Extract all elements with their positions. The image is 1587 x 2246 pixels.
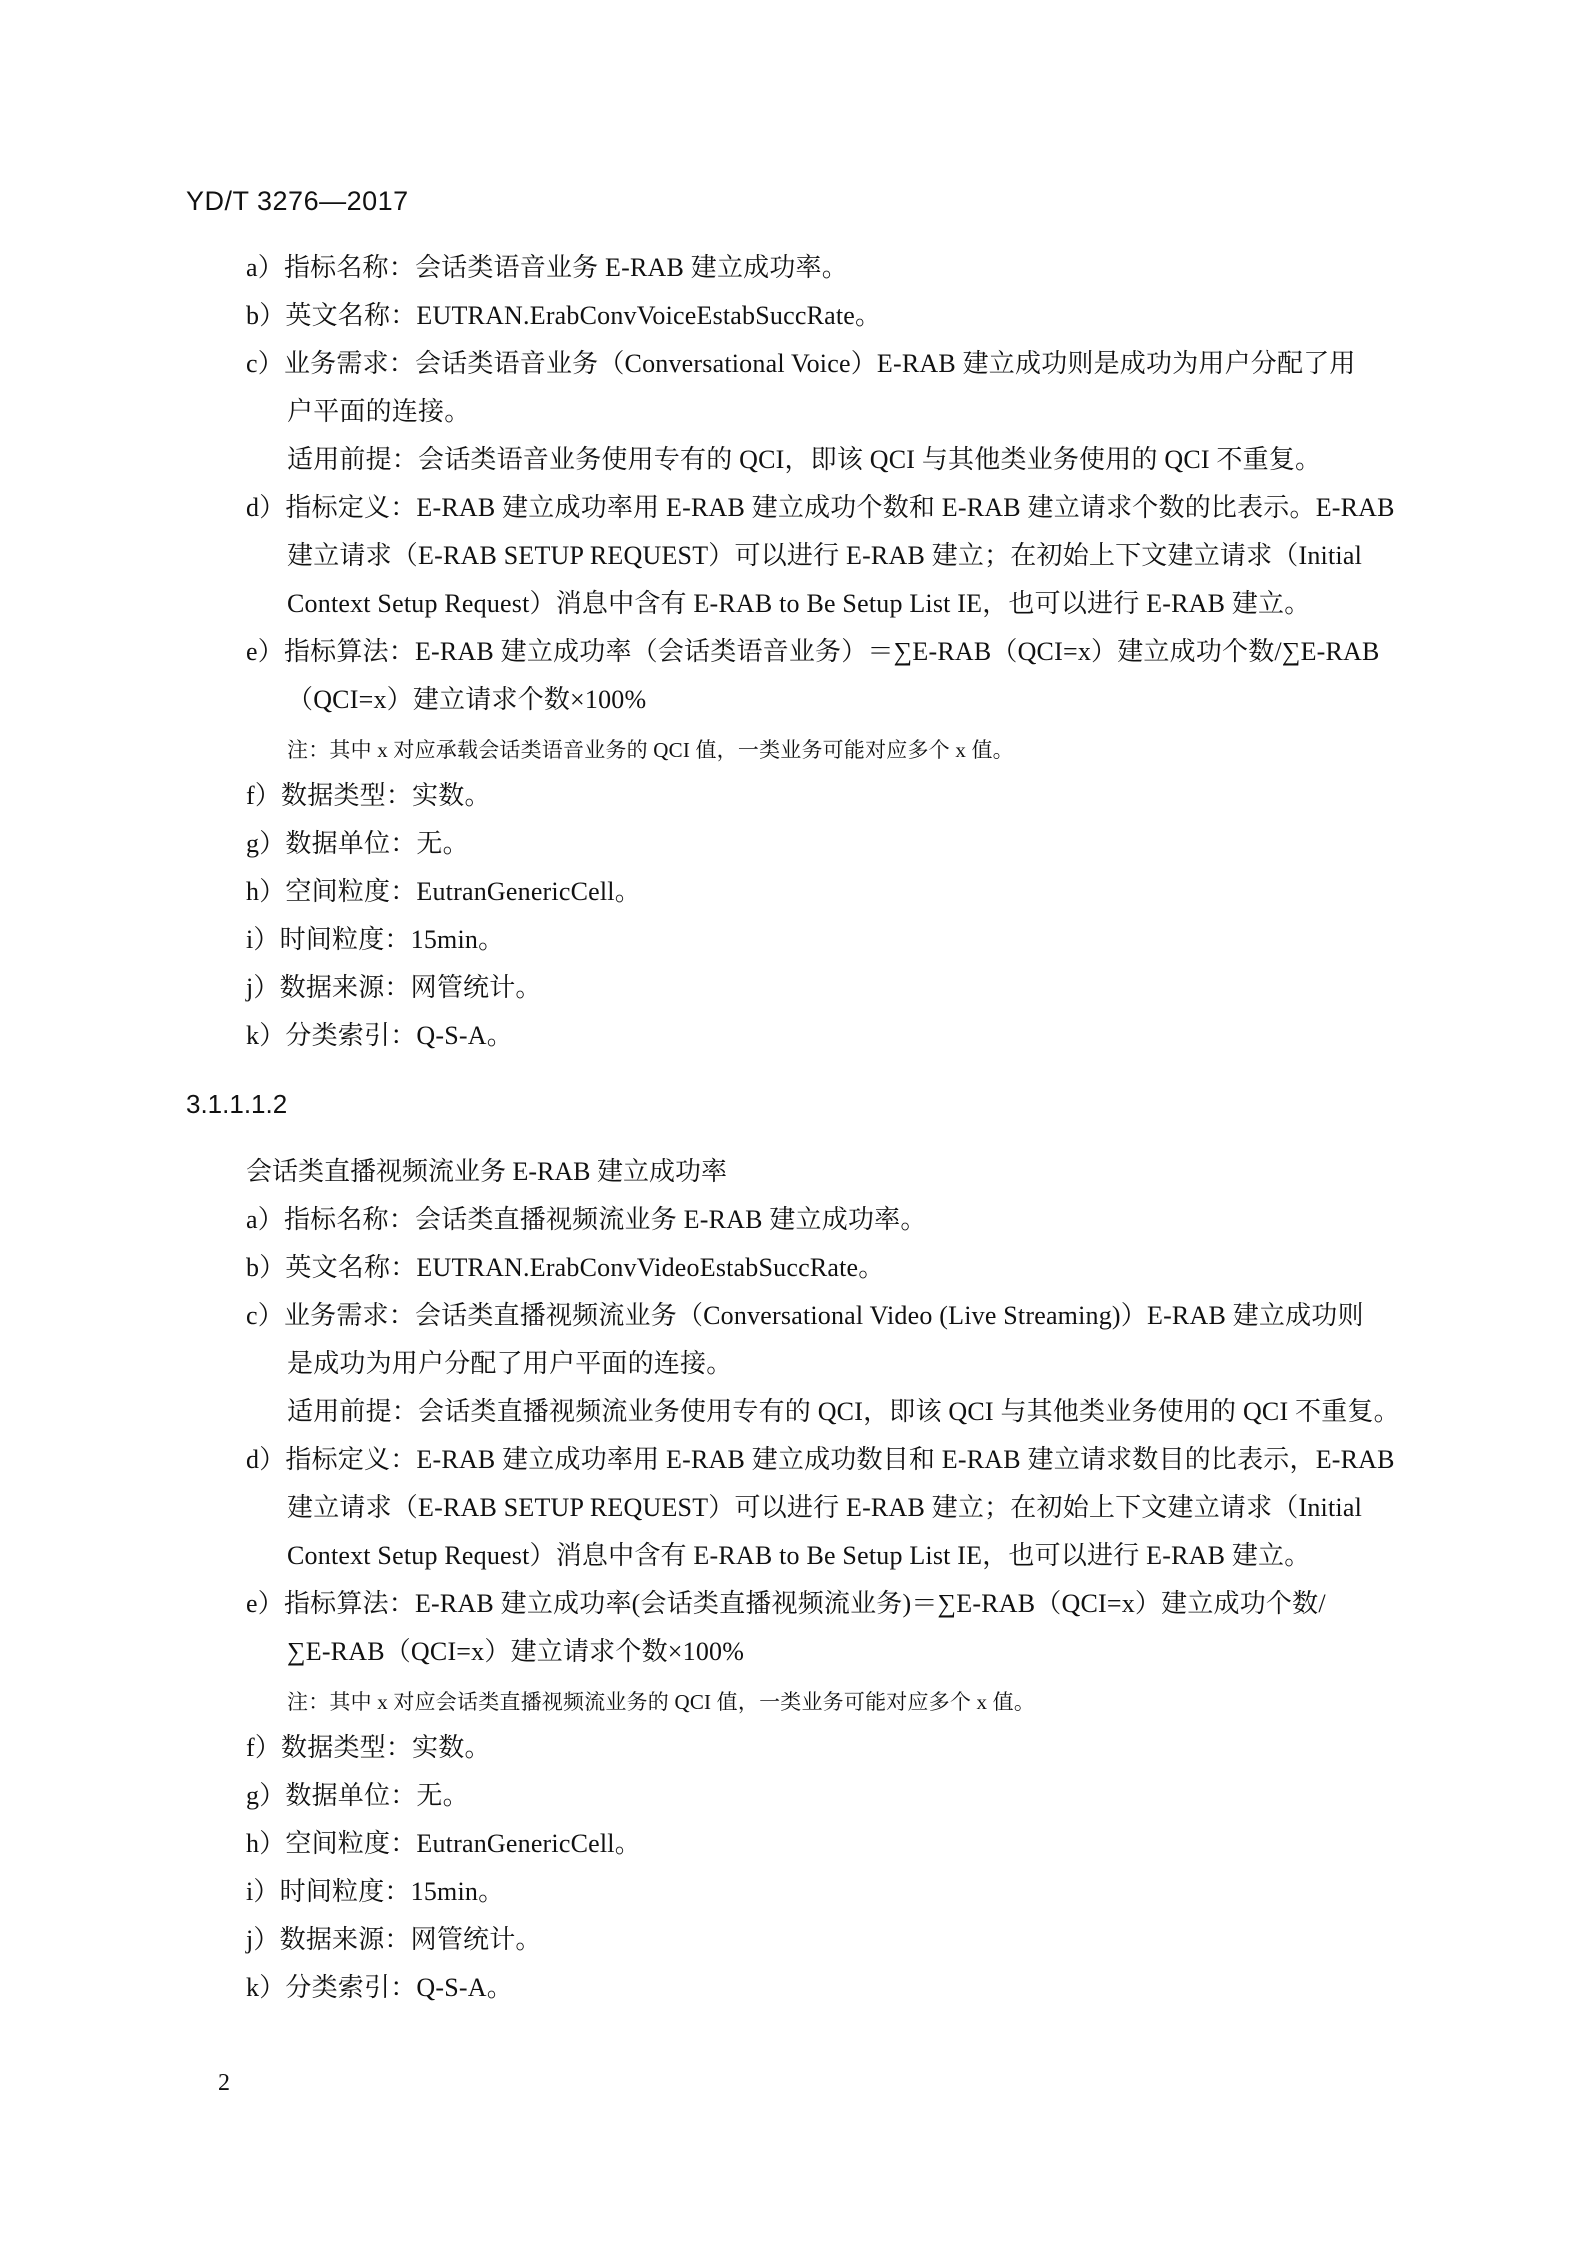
item-i-1: i）时间粒度：15min。 xyxy=(246,925,505,954)
item-g-1: g）数据单位：无。 xyxy=(246,829,469,858)
section-number: 3.1.1.1.2 xyxy=(186,1089,288,1119)
item-d-1-cont2: Context Setup Request）消息中含有 E-RAB to Be Setup List IE，也可以进行 E-RAB 建立。 xyxy=(287,589,1311,618)
item-f-2: f）数据类型：实数。 xyxy=(246,1733,491,1762)
item-k-1: k）分类索引：Q-S-A。 xyxy=(246,1021,513,1050)
item-k-2: k）分类索引：Q-S-A。 xyxy=(246,1973,513,2002)
item-c-1-premise: 适用前提：会话类语音业务使用专有的 QCI，即该 QCI 与其他类业务使用的 QCI 不重复。 xyxy=(287,445,1322,474)
item-d-1-cont1: 建立请求（E-RAB SETUP REQUEST）可以进行 E-RAB 建立；在初始上下文建立请求（Initial xyxy=(287,541,1362,570)
item-a-1: a）指标名称：会话类语音业务 E-RAB 建立成功率。 xyxy=(246,253,848,282)
item-e-2-cont: ∑E-RAB（QCI=x）建立请求个数×100% xyxy=(287,1637,745,1666)
item-c-2-cont: 是成功为用户分配了用户平面的连接。 xyxy=(287,1349,733,1378)
section-title: 会话类直播视频流业务 E-RAB 建立成功率 xyxy=(246,1157,728,1186)
item-d-1: d）指标定义：E-RAB 建立成功率用 E-RAB 建立成功个数和 E-RAB 建立请求个数的比表示。E-RAB xyxy=(246,493,1395,522)
item-f-1: f）数据类型：实数。 xyxy=(246,781,491,810)
item-e-1-cont: （QCI=x）建立请求个数×100% xyxy=(287,685,647,714)
item-c-2: c）业务需求：会话类直播视频流业务（Conversational Video (Live Streaming)）E-RAB 建立成功则 xyxy=(246,1301,1364,1330)
note-2: 注：其中 x 对应会话类直播视频流业务的 QCI 值，一类业务可能对应多个 x 值。 xyxy=(287,1690,1036,1714)
item-a-2: a）指标名称：会话类直播视频流业务 E-RAB 建立成功率。 xyxy=(246,1205,927,1234)
standard-header: YD/T 3276—2017 xyxy=(186,186,409,216)
item-d-2: d）指标定义：E-RAB 建立成功率用 E-RAB 建立成功数目和 E-RAB 建立请求数目的比表示，E-RAB xyxy=(246,1445,1395,1474)
page-number: 2 xyxy=(218,2070,230,2096)
item-j-2: j）数据来源：网管统计。 xyxy=(246,1925,542,1954)
item-c-2-premise: 适用前提：会话类直播视频流业务使用专有的 QCI，即该 QCI 与其他类业务使用的 QCI 不重复。 xyxy=(287,1397,1400,1426)
item-i-2: i）时间粒度：15min。 xyxy=(246,1877,505,1906)
item-b-1: b）英文名称：EUTRAN.ErabConvVoiceEstabSuccRate。 xyxy=(246,301,882,330)
item-b-2: b）英文名称：EUTRAN.ErabConvVideoEstabSuccRate。 xyxy=(246,1253,885,1282)
item-j-1: j）数据来源：网管统计。 xyxy=(246,973,542,1002)
note-1: 注：其中 x 对应承载会话类语音业务的 QCI 值，一类业务可能对应多个 x 值。 xyxy=(287,738,1014,762)
item-h-2: h）空间粒度：EutranGenericCell。 xyxy=(246,1829,641,1858)
item-e-1: e）指标算法：E-RAB 建立成功率（会话类语音业务）＝∑E-RAB（QCI=x）建立成功个数/∑E-RAB xyxy=(246,637,1380,666)
item-g-2: g）数据单位：无。 xyxy=(246,1781,469,1810)
item-d-2-cont1: 建立请求（E-RAB SETUP REQUEST）可以进行 E-RAB 建立；在初始上下文建立请求（Initial xyxy=(287,1493,1362,1522)
item-e-2: e）指标算法：E-RAB 建立成功率(会话类直播视频流业务)＝∑E-RAB（QCI=x）建立成功个数/ xyxy=(246,1589,1326,1618)
item-c-1: c）业务需求：会话类语音业务（Conversational Voice）E-RAB 建立成功则是成功为用户分配了用 xyxy=(246,349,1356,378)
item-c-1-cont: 户平面的连接。 xyxy=(287,397,471,426)
item-h-1: h）空间粒度：EutranGenericCell。 xyxy=(246,877,641,906)
item-d-2-cont2: Context Setup Request）消息中含有 E-RAB to Be Setup List IE，也可以进行 E-RAB 建立。 xyxy=(287,1541,1311,1570)
